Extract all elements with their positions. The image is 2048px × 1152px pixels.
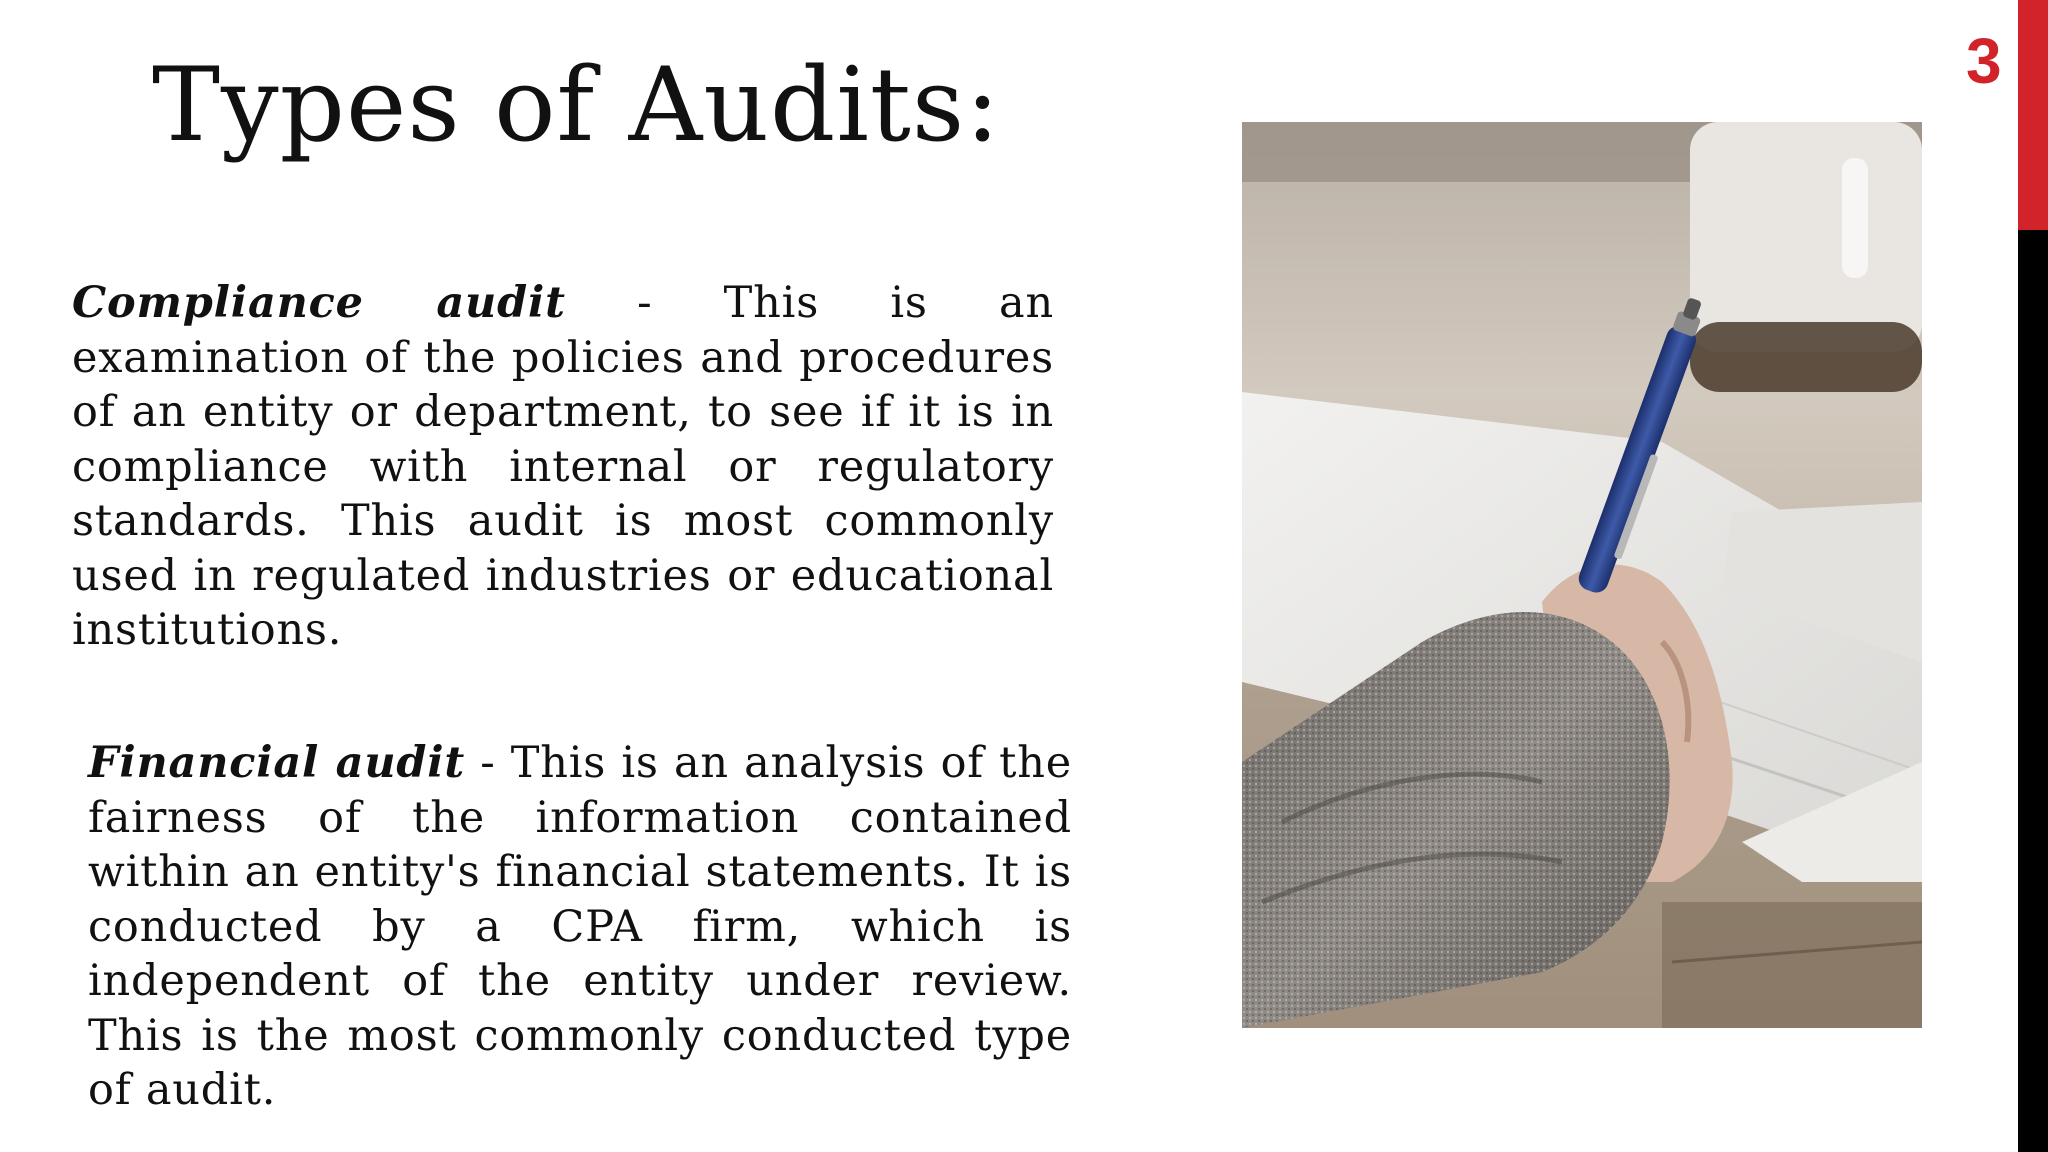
slide-number: 3 [1966,25,2002,97]
writing-hand-photo [1242,122,1922,1028]
side-accent-bar [2018,0,2048,230]
financial-audit-paragraph [88,736,1072,1118]
financial-audit-text: - This is an analysis of the fairness of the information contained within an entity's financial statements. It is conducted by a CPA firm, which is independent of the entity under review. This is the most commonly conducted type of audit. [88,738,1073,1115]
compliance-audit-text: - This is an examination of the policies and procedures of an entity or department, to see if it is in compliance with internal or regulatory standards. This audit is most commonly used in regulated industries or educational institutions. [72,278,1054,655]
compliance-audit-term: Compliance audit [72,278,566,328]
financial-audit-term: Financial audit [88,738,466,788]
compliance-audit-paragraph [72,276,1054,658]
slide-title: Types of Audits: [152,46,1001,165]
side-dark-bar [2018,230,2048,1152]
